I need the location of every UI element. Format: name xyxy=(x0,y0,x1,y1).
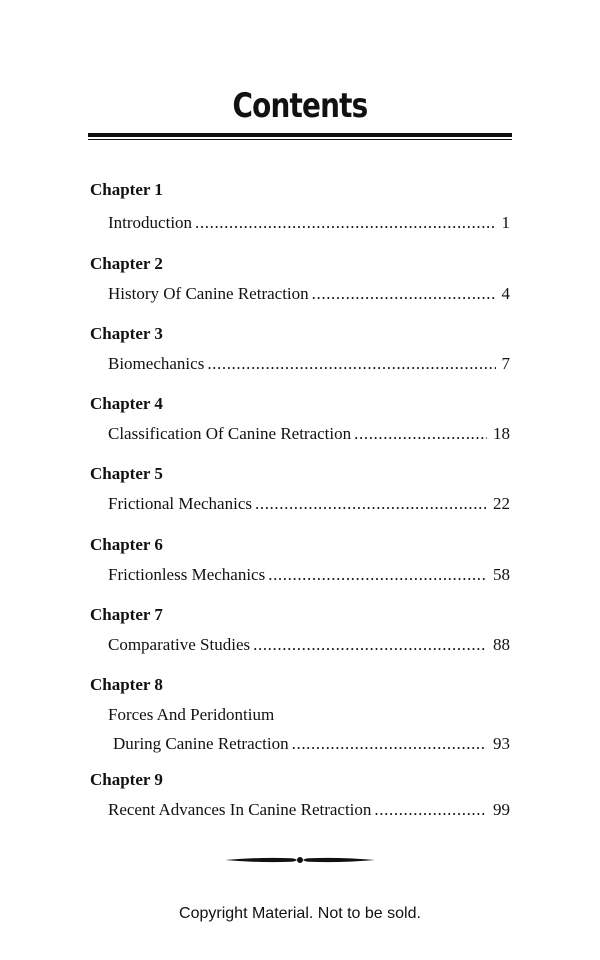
ornament-divider xyxy=(225,853,375,867)
toc-chapter-5 xyxy=(90,464,510,513)
entry-page-number: 99 xyxy=(493,800,510,819)
entry-title-line1: Forces And Peridontium xyxy=(108,705,275,724)
entry-page-number: 88 xyxy=(493,635,510,654)
dot-leader xyxy=(374,800,487,820)
toc-chapter-1 xyxy=(90,180,510,232)
entry-page-number: 7 xyxy=(501,354,510,373)
toc-entry[interactable] xyxy=(108,424,510,444)
page-title: Contents xyxy=(232,86,368,126)
entry-title: Recent Advances In Canine Retraction xyxy=(108,800,372,819)
entry-page-number: 18 xyxy=(493,424,510,443)
dot-leader xyxy=(292,734,487,754)
dot-leader xyxy=(354,424,487,444)
entry-title: History Of Canine Retraction xyxy=(108,284,309,303)
toc-chapter-7 xyxy=(90,605,510,654)
entry-title: Introduction xyxy=(108,213,193,232)
entry-title: Frictional Mechanics xyxy=(108,494,252,513)
dot-leader xyxy=(255,494,487,514)
copyright-notice: Copyright Material. Not to be sold. xyxy=(179,905,421,922)
entry-title-line2: During Canine Retraction xyxy=(113,734,289,753)
entry-page-number: 4 xyxy=(501,284,510,303)
entry-title: Frictionless Mechanics xyxy=(108,565,266,584)
chapter-heading: Chapter 9 xyxy=(90,770,163,789)
dot-leader xyxy=(268,565,487,585)
toc-entry[interactable] xyxy=(108,494,510,514)
dot-leader xyxy=(312,284,496,304)
entry-title: Classification Of Canine Retraction xyxy=(108,424,352,443)
chapter-heading: Chapter 4 xyxy=(90,394,163,413)
toc-chapter-8 xyxy=(90,675,510,753)
entry-page-number: 1 xyxy=(501,213,510,232)
toc-entry[interactable] xyxy=(108,800,510,820)
toc-entry[interactable] xyxy=(108,213,510,233)
toc-chapter-2 xyxy=(90,254,510,303)
chapter-heading: Chapter 6 xyxy=(90,535,163,554)
toc-chapter-9 xyxy=(90,770,510,819)
entry-title: Biomechanics xyxy=(108,354,205,373)
toc-entry[interactable] xyxy=(108,635,510,655)
chapter-heading: Chapter 7 xyxy=(90,605,163,624)
entry-line2 xyxy=(108,734,510,754)
entry-page-number: 22 xyxy=(493,494,510,513)
toc-chapter-6 xyxy=(90,535,510,584)
toc-entry[interactable] xyxy=(108,565,510,585)
entry-page-number: 58 xyxy=(493,565,510,584)
chapter-heading: Chapter 5 xyxy=(90,464,163,483)
dot-leader xyxy=(207,354,495,374)
entry-page-number: 93 xyxy=(493,734,510,753)
toc-chapter-4 xyxy=(90,394,510,443)
toc-entry[interactable] xyxy=(108,284,510,304)
chapter-heading: Chapter 1 xyxy=(90,180,163,199)
title-rule-thin xyxy=(88,139,512,140)
dot-leader xyxy=(195,213,495,233)
title-rule-thick xyxy=(88,133,512,137)
toc-chapter-3 xyxy=(90,324,510,373)
chapter-heading: Chapter 3 xyxy=(90,324,163,343)
dot-leader xyxy=(253,635,487,655)
chapter-heading: Chapter 8 xyxy=(90,675,163,694)
toc-entry[interactable] xyxy=(108,354,510,374)
entry-title: Comparative Studies xyxy=(108,635,251,654)
toc-entry[interactable] xyxy=(108,705,510,754)
chapter-heading: Chapter 2 xyxy=(90,254,163,273)
